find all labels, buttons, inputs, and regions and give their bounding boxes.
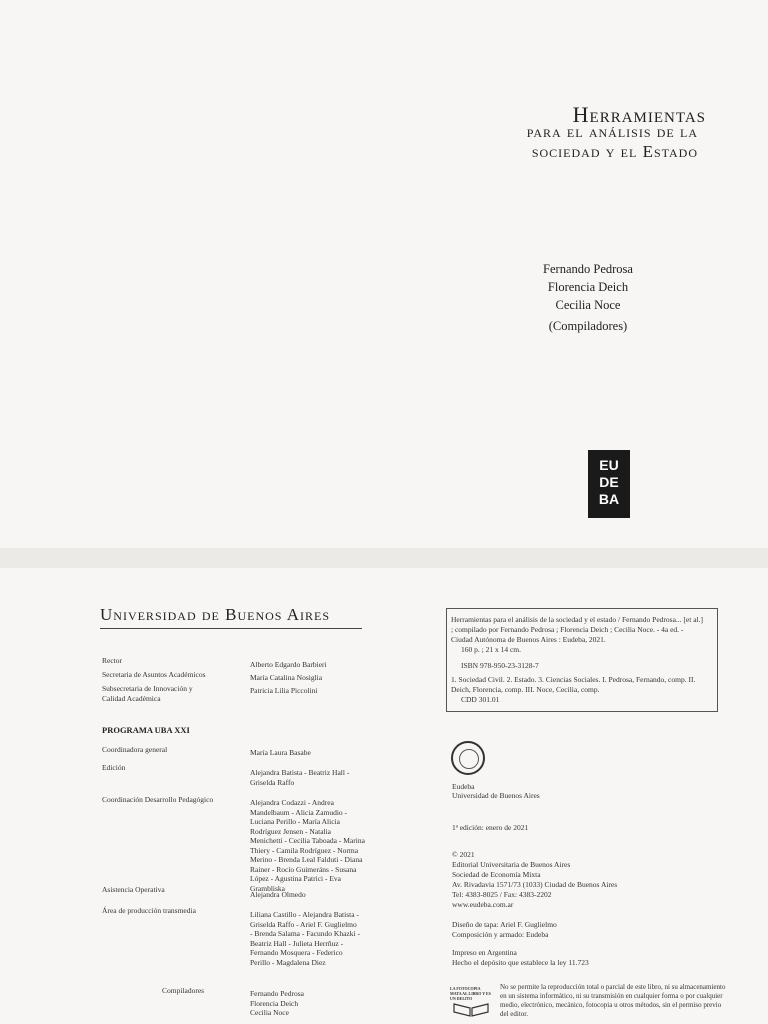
program-name: Alejandra Codazzi - Andrea Mandelbaum - Alicia Zamudio - Luciana Perillo - María Alicia Rodríguez Jensen - Natalia Menichetti - Cecilia Taboada - Marina Thiery - Camila Rodríguez - Norma Merino - Brenda Leal Falduti - Diana Rainer - Rocío Guimeráns - Susana López - Agustina Patrici - Eva Grambliska: [250, 798, 365, 893]
university-heading: Universidad de Buenos Aires: [100, 605, 331, 624]
legal-deposit: Hecho el depósito que establece la ley 11.723: [452, 958, 589, 967]
program-name: Alejandra Olmedo: [250, 890, 306, 899]
program-name: Fernando Pedrosa Florencia Deich Cecilia Noce: [250, 989, 304, 1017]
program-role: Edición: [102, 763, 126, 772]
catalog-line: 160 p. ; 21 x 14 cm.: [461, 645, 521, 654]
book-title-line-1: Herramientas: [572, 102, 706, 127]
program-role: Asistencia Operativa: [102, 885, 165, 894]
staff-name: Patricia Lilia Piccolini: [250, 686, 318, 695]
publisher-line: Editorial Universitaria de Buenos Aires: [452, 860, 571, 869]
catalog-card: [446, 608, 718, 712]
publisher-line: Sociedad de Economía Mixta: [452, 870, 541, 879]
staff-name: Alberto Edgardo Barbieri: [250, 660, 327, 669]
photocopy-warning-icon: LA FOTOCOPIA MATA AL LIBRO Y ES UN DELITO: [450, 986, 492, 1018]
catalog-line: Ciudad Autónoma de Buenos Aires : Eudeba, 2021.: [451, 635, 606, 644]
edition: 1ª edición: enero de 2021: [452, 823, 529, 832]
publisher-univ: Universidad de Buenos Aires: [452, 791, 540, 800]
catalog-subjects: 1. Sociedad Civil. 2. Estado. 3. Ciencias Sociales. I. Pedrosa, Fernando, comp. II. Deich, Florencia, comp. III. Noce, Cecilia, comp.: [451, 675, 696, 694]
eudeba-logo: EU DE BA: [588, 450, 630, 518]
copyright-notice: No se permite la reproducción total o parcial de este libro, ni su almacenamiento en un sistema informático, ni su transmisión en cualquier forma o por cualquier medio, electrónico, mecánico, fotocopia u otros métodos, sin el permiso previo del editor.: [500, 983, 726, 1018]
copyright: © 2021: [452, 850, 475, 859]
catalog-line: Herramientas para el análisis de la sociedad y el estado / Fernando Pedrosa... [et al.]: [451, 615, 703, 624]
publisher-name: Eudeba: [452, 782, 475, 791]
university-seal-icon: [451, 741, 485, 775]
author-2: Florencia Deich: [547, 280, 629, 294]
book-title-line-2: para el análisis de la: [526, 122, 698, 141]
printed-in: Impreso en Argentina: [452, 948, 517, 957]
heading-rule: [100, 628, 362, 629]
program-name: Liliana Castillo - Alejandra Batista - Griselda Raffo - Ariel F. Guglielmo - Brenda Salama - Facundo Khazki - Beatriz Hall - Julieta Herrñuz - Fernando Mosquera - Federico Perillo - Magdalena Diez: [250, 910, 360, 967]
program-role: Área de producción transmedia: [102, 906, 196, 915]
catalog-line: ; compilado por Fernando Pedrosa ; Florencia Deich ; Cecilia Noce. - 4a ed. -: [451, 625, 684, 634]
publisher-address: Av. Rivadavia 1571/73 (1033) Ciudad de Buenos Aires: [452, 880, 618, 889]
staff-name: María Catalina Nosiglia: [250, 673, 323, 682]
page-gap: [0, 548, 768, 568]
program-heading: PROGRAMA UBA XXI: [102, 725, 190, 735]
compiladores-label: (Compiladores): [548, 319, 628, 333]
book-title-line-3: sociedad y el Estado: [531, 142, 698, 161]
program-name: María Laura Basabe: [250, 748, 311, 757]
staff-role: Subsecretaria de Innovación y Calidad Académica: [102, 684, 193, 703]
staff-role: Secretaria de Asuntos Académicos: [102, 670, 206, 679]
program-role: Coordinación Desarrollo Pedagógico: [102, 795, 214, 804]
publisher-web: www.eudeba.com.ar: [452, 900, 514, 909]
program-role: Coordinadora general: [102, 745, 168, 754]
author-1: Fernando Pedrosa: [543, 262, 633, 276]
program-name: Alejandra Batista - Beatriz Hall - Griselda Raffo: [250, 768, 350, 787]
design-credit: Diseño de tapa: Ariel F. Guglielmo: [452, 920, 557, 929]
composition-credit: Composición y armado: Eudeba: [452, 930, 549, 939]
catalog-isbn: ISBN 978-950-23-3128-7: [461, 661, 539, 670]
staff-role: Rector: [102, 656, 122, 665]
publisher-tel: Tel: 4383-8025 / Fax: 4383-2202: [452, 890, 552, 899]
author-3: Cecilia Noce: [555, 298, 621, 312]
program-role: Compiladores: [162, 986, 205, 995]
catalog-cdd: CDD 301.01: [461, 695, 500, 704]
